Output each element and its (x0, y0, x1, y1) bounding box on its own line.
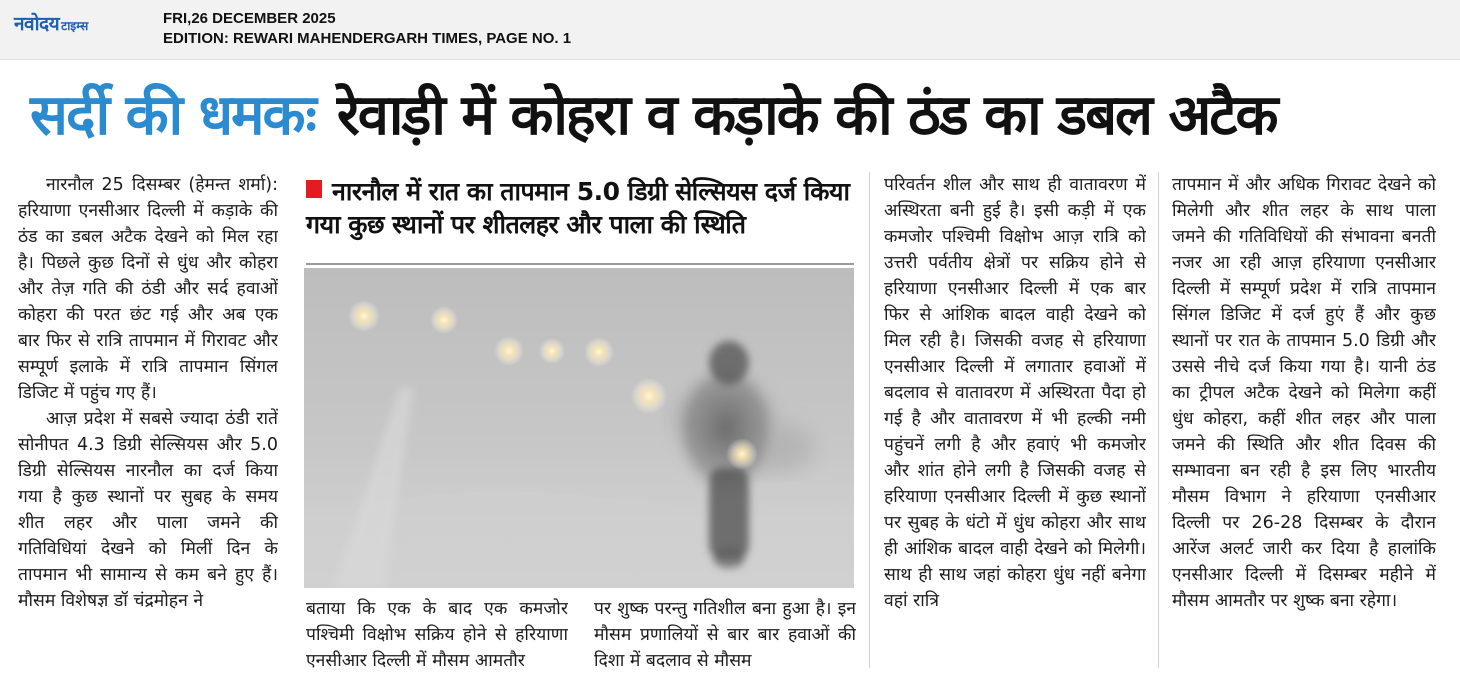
paragraph: आज़ प्रदेश में सबसे ज्यादा ठंडी रातें सोनीपत 4.3 डिग्री सेल्सियस और 5.0 डिग्री सेल्सियस नारनौल का दर्ज किया गया है कुछ स्थानों पर सुबह के समय शीत लहर और पाला जमने की गतिविधियां देखने को मिलीं दिन के तापमान भी सामान्य से कम बने हुए हैं। मौसम विशेषज्ञ डॉ चंद्रमोहन ने (18, 409, 278, 611)
paragraph: नारनौल 25 दिसम्बर (हेमन्त शर्मा): हरियाणा एनसीआर दिल्ली में कड़ाके की ठंड का डबल अटैक देखने को मिल रहा है। पिछले कुछ दिनों से धुंध और कोहरा और तेज़ गति की ठंडी और सर्द हवाओं कोहरा की परत छंट गई और अब एक बार फिर से रात्रि तापमान में गिरावट और सम्पूर्ण इलाके में रात्रि तापमान सिंगल डिजिट में पहुंच गए हैं। (18, 175, 278, 403)
logo-main-text: नवोदय (14, 13, 60, 35)
paragraph: परिवर्तन शील और साथ ही वातावरण में अस्थिरता बनी हुई है। इसी कड़ी में एक कमजोर पश्चिमी विक्षोभ आज़ रात्रि को उत्तरी पर्वतीय क्षेत्रों पर सक्रिय होने से हरियाणा एनसीआर दिल्ली में एक बार फिर से आंशिक बादल वाही देखने को मिल रही है। जिसकी वजह से हरियाणा एनसीआर दिल्ली में लगातार हवाओं में बदलाव से वातावरण में अस्थिरता पैदा हो गई है और वातावरण में भी हल्की नमी पहुंचनें लगी है और हवाएं भी कमजोर और शांत होने लगी है जिसकी वजह से हरियाणा एनसीआर दिल्ली में कुछ स्थानों पर सुबह के धंटो में धुंध कोहरा और साथ ही आंशिक बादल वाही देखने को मिलेगी। साथ ही साथ जहां कोहरा धुंध नहीं बनेगा वहां रात्रि (884, 175, 1146, 611)
paragraph: तापमान में और अधिक गिरावट देखने को मिलेगी और शीत लहर के साथ पाला जमने की गतिविधियों की संभावना बनती नजर आ रही आज़ हरियाणा एनसीआर दिल्ली में सम्पूर्ण प्रदेश में रात्रि तापमान सिंगल डिजिट में दर्ज हुएं हैं और कुछ स्थानों पर रात के तापमान 5.0 डिग्री और उससे नीचे दर्ज किया गया है। यानी ठंड का ट्रीपल अटैक देखने को मिलेगा कहीं धुंध कोहरा, कहीं शीत लहर और पाला जमने की स्थिति और शीत दिवस की सम्भावना बन रही है इस लिए भारतीय मौसम विभाग ने हरियाणा एनसीआर दिल्ली पर 26-28 दिसम्बर के दौरान आरेंज अलर्ट जारी कर दिया है हालांकि एनसीआर दिल्ली में दिसम्बर महीने में मौसम आमतौर पर शुष्क बना रहेगा। (1172, 175, 1436, 611)
edition-meta (163, 9, 571, 49)
article-headline (30, 70, 1440, 156)
column-divider (869, 172, 870, 668)
subheadline-rule (306, 263, 854, 265)
headline-main: रेवाड़ी में कोहरा व कड़ाके की ठंड का डबल अटैक (336, 83, 1277, 148)
fog-motorcyclist-photo (304, 268, 854, 588)
article-column-3 (884, 172, 1146, 668)
publication-date: FRI,26 DECEMBER 2025 (163, 10, 336, 27)
article-column-1 (18, 172, 278, 668)
red-square-bullet-icon (306, 180, 322, 198)
newspaper-logo[interactable] (14, 10, 88, 40)
article-column-2b (594, 596, 856, 674)
logo-sub-text: टाइम्स (61, 19, 89, 33)
subheadline-text: नारनौल में रात का तापमान 5.0 डिग्री सेल्सियस दर्ज किया गया कुछ स्थानों पर शीतलहर और पाला की स्थिति (306, 177, 850, 239)
column-divider (1158, 172, 1159, 668)
paragraph: बताया कि एक के बाद एक कमजोर पश्चिमी विक्षोभ सक्रिय होने से हरियाणा एनसीआर दिल्ली में मौसम आमतौर (306, 599, 568, 671)
masthead-bar (0, 0, 1460, 60)
article-column-4 (1172, 172, 1436, 668)
paragraph: पर शुष्क परन्तु गतिशील बना हुआ है। इन मौसम प्रणालियों से बार बार हवाओं की दिशा में बदलाव से मौसम (594, 599, 856, 671)
article-subheadline (306, 175, 858, 241)
article-column-2a (306, 596, 568, 674)
edition-info: EDITION: REWARI MAHENDERGARH TIMES, PAGE NO. 1 (163, 30, 572, 47)
headline-kicker: सर्दी की धमकः (30, 83, 315, 148)
